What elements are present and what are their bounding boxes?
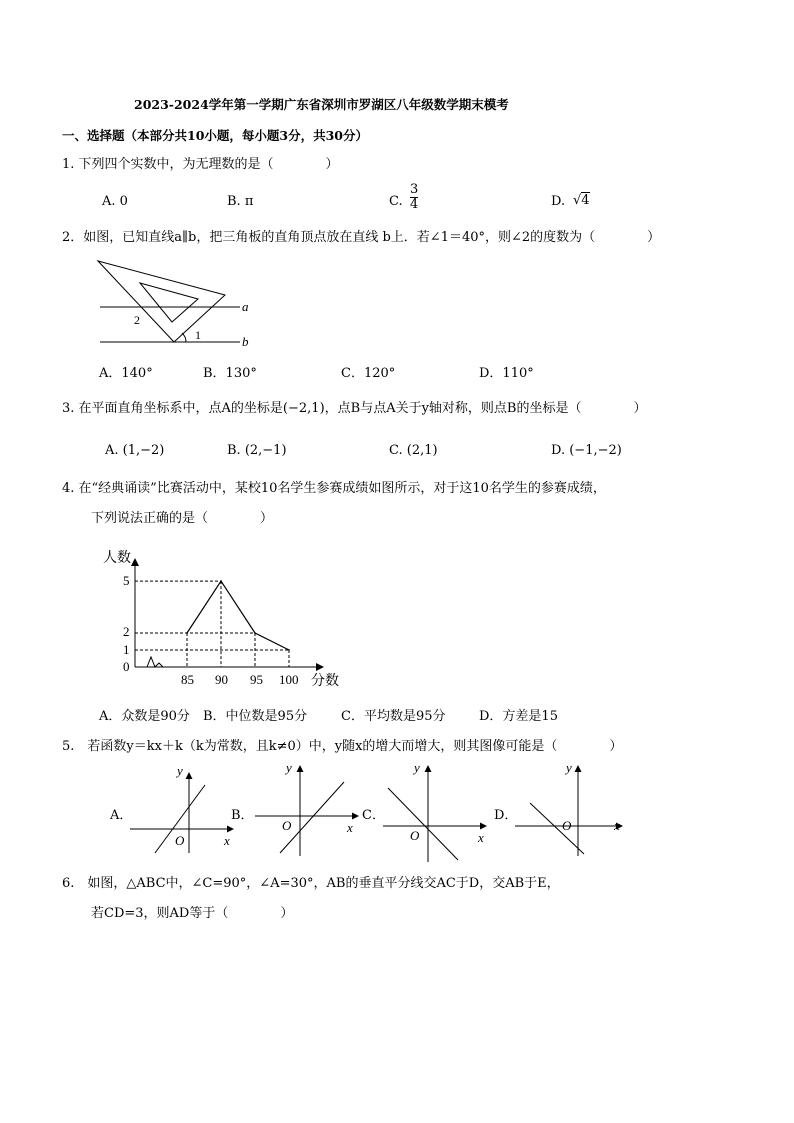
y-tick-1: 1 — [123, 642, 130, 657]
q5-graph-c — [378, 758, 493, 863]
label-origin: O — [410, 828, 420, 843]
page-title: 2023-2024学年第一学期广东省深圳市罗湖区八年级数学期末模考 — [134, 97, 509, 112]
q2-option-b: B．130° — [203, 366, 257, 381]
q2-option-a: A．140° — [99, 366, 153, 381]
q4-option-a: A．众数是90分 — [99, 709, 190, 724]
q5-graph-a — [125, 765, 240, 855]
sqrt-radicand: 4 — [581, 193, 590, 208]
q5-option-d: D． — [494, 808, 518, 823]
label-x: x — [347, 820, 353, 835]
x-tick-100: 100 — [279, 672, 299, 687]
q3-option-a: A. (1,−2) — [105, 443, 165, 458]
q5-option-a: A． — [110, 808, 133, 823]
y-tick-0: 0 — [123, 659, 130, 674]
label-y: y — [177, 765, 183, 778]
label-y: y — [286, 760, 292, 775]
q6-stem-line1: 6. 如图，△ABC中，∠C=90°，∠A=30°，AB的垂直平分线交AC于D，交AB于E， — [62, 876, 560, 891]
q6-stem-line2: 若CD=3，则AD等于（ ） — [91, 906, 294, 921]
label-origin: O — [282, 818, 292, 833]
q1-option-a: A. 0 — [102, 194, 128, 209]
function-line — [388, 788, 458, 860]
label-b: b — [242, 334, 249, 349]
inner-triangle — [140, 283, 198, 322]
outer-triangle — [98, 261, 225, 342]
label-origin: O — [562, 818, 572, 833]
q3-option-b: B. (2,−1) — [227, 443, 287, 458]
q4-stem-line1: 4. 在“经典诵读”比赛活动中，某校10名学生参赛成绩如图所示，对于这10名学生的参赛成绩， — [62, 481, 606, 496]
label-angle2: 2 — [134, 313, 140, 327]
y-tick-5: 5 — [123, 573, 130, 588]
q5-option-c: C． — [362, 808, 385, 823]
label-a: a — [242, 299, 249, 314]
q5-graph-b — [250, 758, 365, 858]
q5-option-b: B． — [231, 808, 254, 823]
q2-stem: 2．如图，已知直线a∥b，把三角板的直角顶点放在直线 b上．若∠1＝40°，则∠2的度数为（ ） — [62, 230, 661, 245]
x-tick-90: 90 — [215, 672, 228, 687]
q4-stem-line2: 下列说法正确的是（ ） — [91, 511, 274, 526]
label-origin: O — [175, 833, 185, 848]
data-point-90 — [220, 580, 222, 582]
q2-figure — [90, 255, 270, 350]
q1-option-b: B. π — [227, 194, 254, 209]
label-angle1: 1 — [195, 328, 201, 342]
q1-sqrt — [573, 193, 590, 209]
q4-option-b: B．中位数是95分 — [203, 709, 308, 724]
label-y: y — [414, 760, 420, 775]
q1-stem: 1. 下列四个实数中，为无理数的是（ ） — [62, 157, 339, 172]
x-tick-85: 85 — [181, 672, 194, 687]
data-point-100 — [288, 649, 290, 651]
label-x: x — [478, 830, 484, 845]
axis-break — [147, 657, 163, 667]
label-y: y — [566, 760, 572, 775]
x-axis-label: 分数 — [311, 674, 339, 689]
q4-option-d: D．方差是15 — [479, 709, 558, 724]
q2-option-c: C．120° — [341, 366, 396, 381]
q1-fraction — [410, 183, 418, 212]
function-line — [530, 803, 584, 854]
label-x: x — [614, 818, 620, 833]
x-tick-95: 95 — [250, 672, 263, 687]
q5-graph-d — [510, 758, 630, 858]
series-line — [187, 581, 289, 650]
y-tick-2: 2 — [123, 624, 130, 639]
q1-option-c: C. — [389, 194, 403, 209]
q3-option-c: C. (2,1) — [389, 443, 438, 458]
label-x: x — [224, 833, 230, 848]
q1-option-d: D. — [551, 194, 566, 209]
data-point-95 — [254, 632, 256, 634]
y-axis-label: 人数 — [103, 551, 131, 566]
fraction-denominator: 4 — [410, 197, 419, 212]
q3-stem: 3. 在平面直角坐标系中，点A的坐标是(−2,1)，点B与点A关于y轴对称，则点B的坐标是（ ） — [62, 401, 647, 416]
section-heading: 一、选择题（本部分共10小题，每小题3分，共30分） — [62, 128, 368, 143]
sqrt-icon: √ — [573, 193, 582, 208]
data-point-85 — [186, 632, 188, 634]
q4-option-c: C．平均数是95分 — [341, 709, 446, 724]
q5-stem: 5. 若函数y＝kx＋k（k为常数，且k≠0）中，y随x的增大而增大，则其图像可能是（ ） — [62, 739, 623, 754]
fraction-numerator: 3 — [410, 182, 419, 197]
q3-option-d: D. (−1,−2) — [551, 443, 622, 458]
q2-option-d: D．110° — [479, 366, 534, 381]
q4-chart — [95, 545, 355, 690]
